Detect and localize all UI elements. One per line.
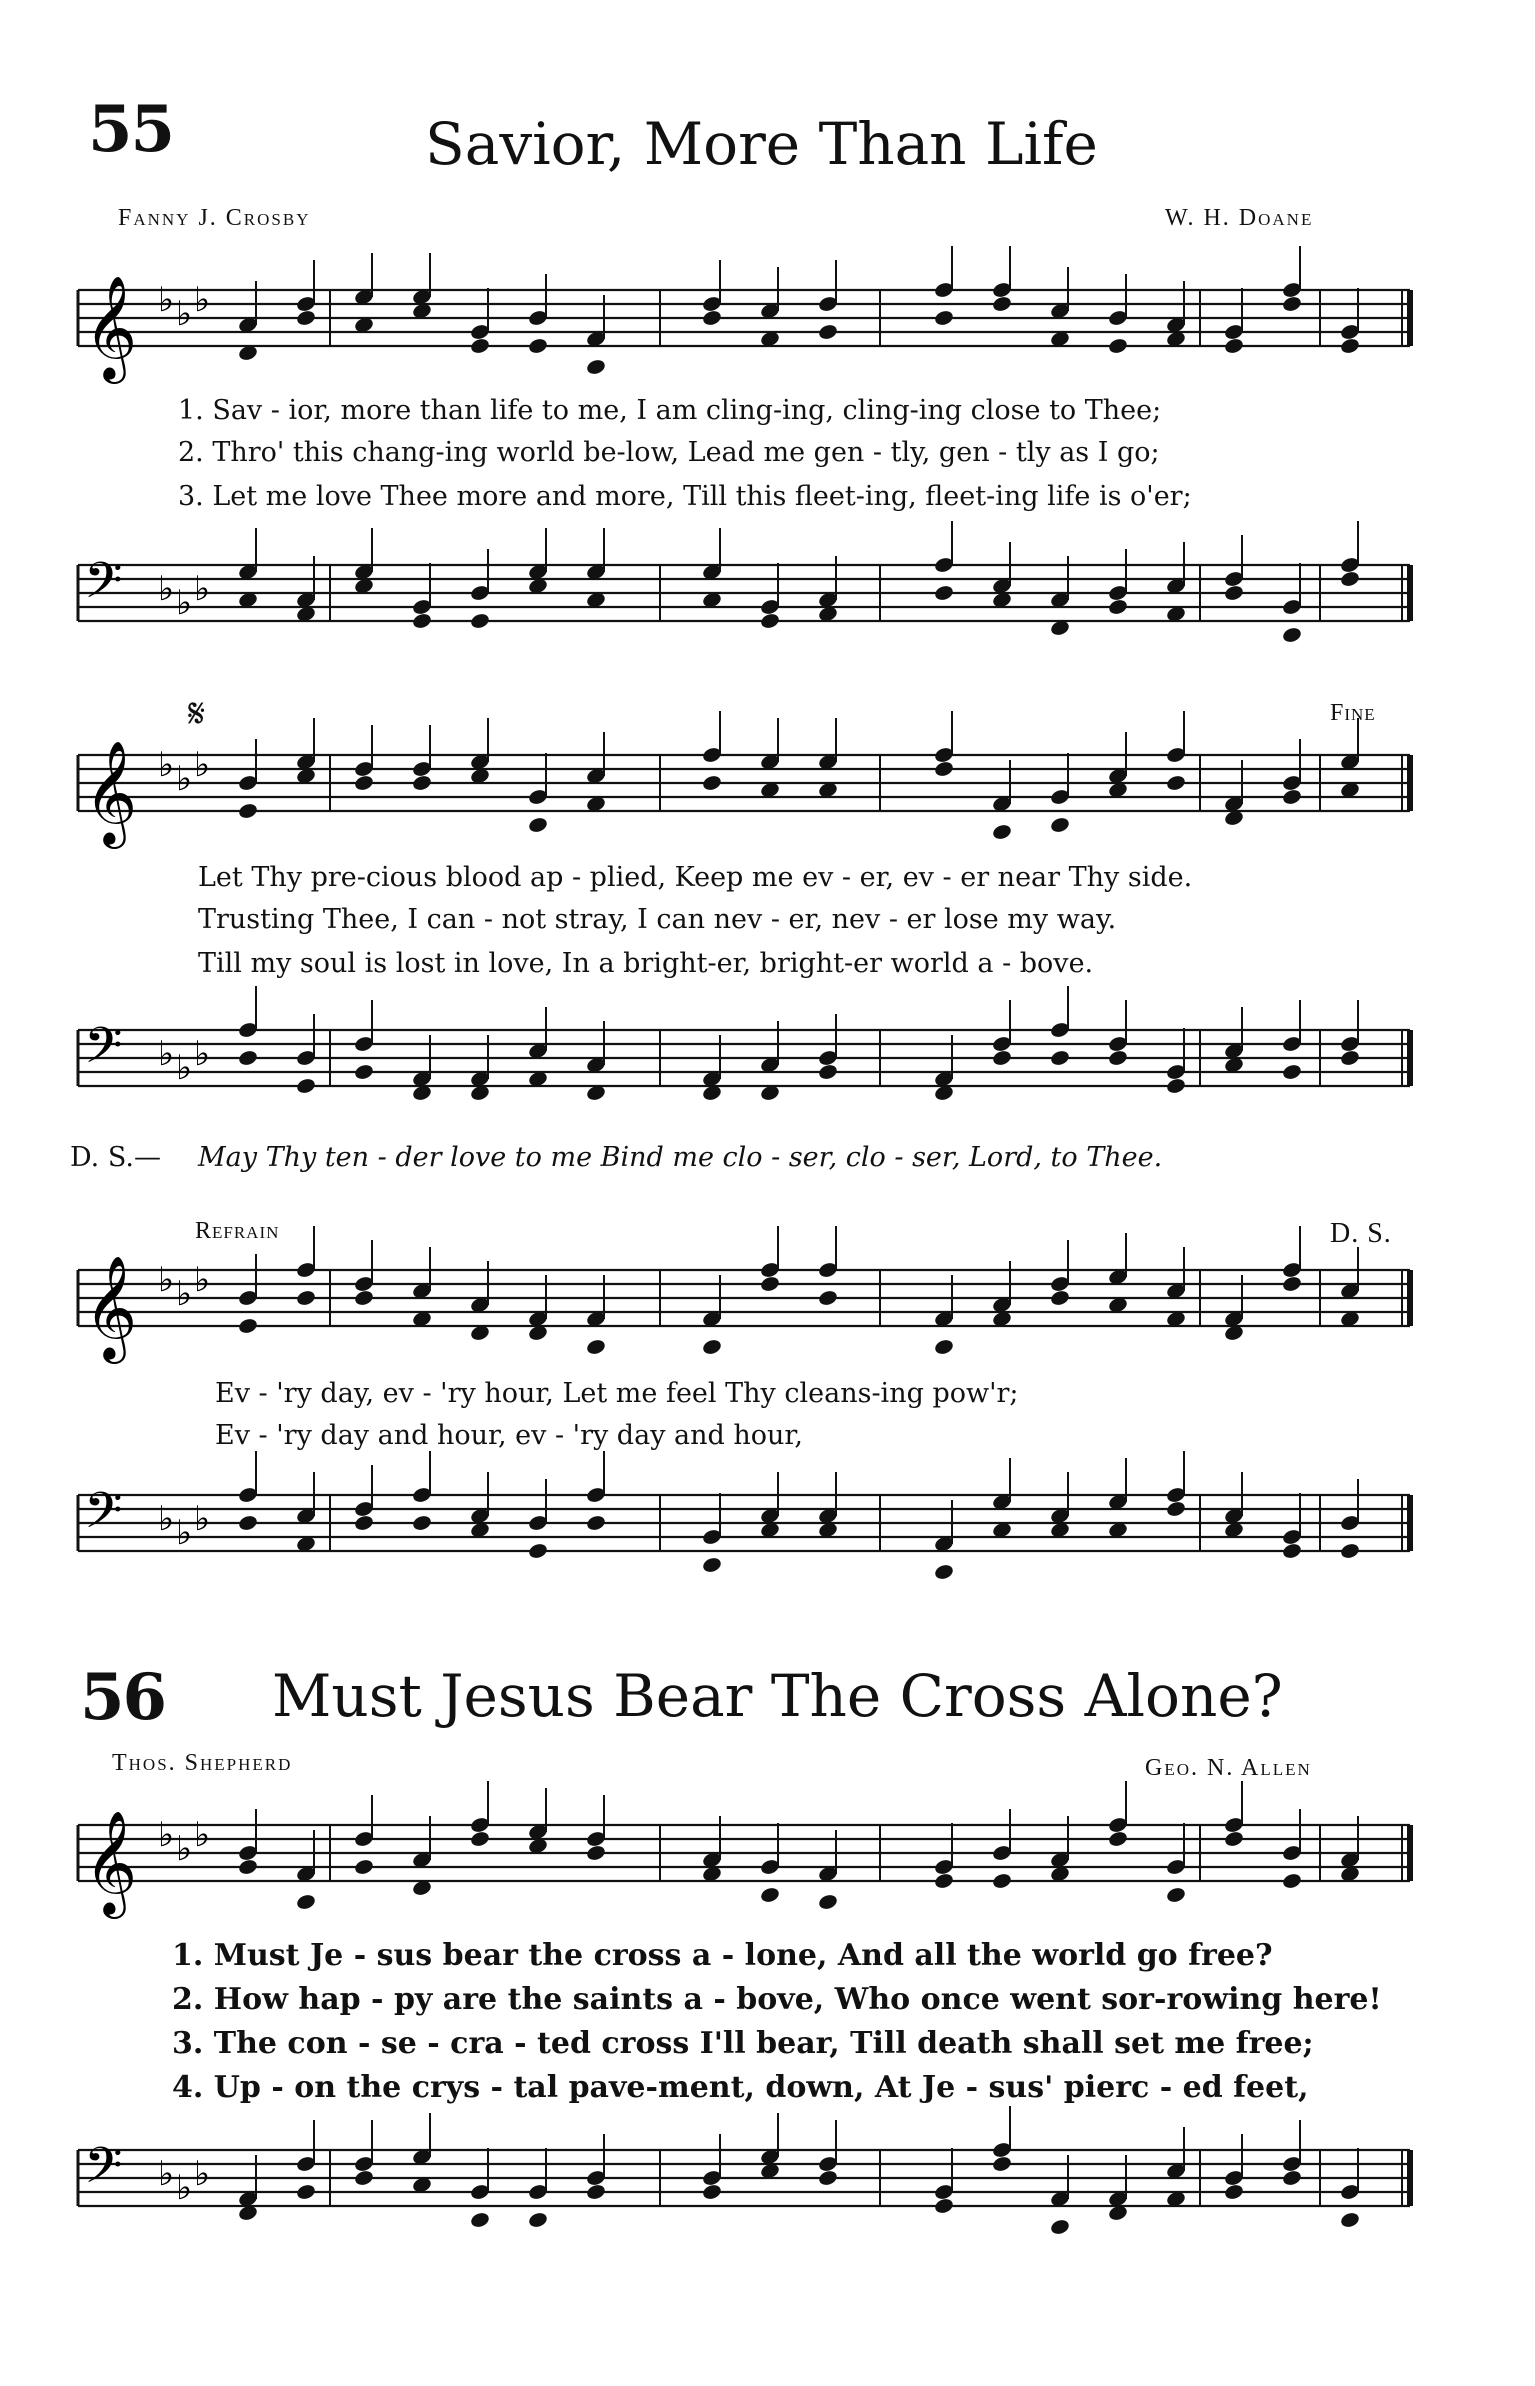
dal-segno-lyric-line: May Thy ten - der love to me Bind me clo - ser, clo - ser, Lord, to Thee. [198,1142,1163,1173]
note-head [759,1886,780,1904]
bass-clef-icon: 𝄢 [84,1482,123,1552]
note-head [295,1077,316,1095]
note-head [353,1514,374,1532]
note-head [1339,2211,1360,2229]
note-head [1223,584,1244,602]
note-head [1049,2218,1070,2236]
note-head [817,1289,838,1307]
segno-sign: 𝄋 [188,691,207,736]
flat-icon: ♭ [158,280,175,320]
note-head [295,1289,316,1307]
flat-icon: ♭ [194,1499,211,1539]
note-head [1223,2183,1244,2201]
treble-clef-icon: 𝄞 [84,1255,138,1360]
treble-staff [0,1250,1535,1360]
flat-icon: ♭ [176,583,193,623]
flat-icon: ♭ [176,2168,193,2208]
note-head [237,1317,258,1335]
note-head [469,612,490,630]
note-head [933,760,954,778]
note-head [585,2183,606,2201]
note-head [1281,295,1302,313]
note-head [353,774,374,792]
note-head [991,823,1012,841]
flat-icon: ♭ [158,1034,175,1074]
hymn-title: Savior, More Than Life [425,110,1098,178]
note-head [1281,2169,1302,2187]
bass-staff [0,545,1535,655]
note-head [527,816,548,834]
flat-icon: ♭ [176,1513,193,1553]
lyric-line-verse-1: Let Thy pre-cious blood ap - plied, Keep me ev - er, ev - er near Thy side. [198,862,1193,893]
note-head [1165,1500,1186,1518]
bass-clef-icon: 𝄢 [84,552,123,622]
note-head [353,1063,374,1081]
note-head [1165,774,1186,792]
note-head [585,1338,606,1356]
lyric-line-verse-4: 4. Up - on the crys - tal pave-ment, down, At Je - sus' pierc - ed feet, [172,2070,1309,2105]
note-head [759,612,780,630]
note-head [933,1872,954,1890]
note-head [991,1872,1012,1890]
treble-clef-icon: 𝄞 [84,740,138,845]
note-head [701,774,722,792]
note-head [991,2155,1012,2173]
flat-icon: ♭ [194,1815,211,1855]
dal-segno-marking: D. S. [1330,1218,1392,1249]
treble-staff [0,735,1535,845]
note-head [353,2169,374,2187]
treble-clef-icon: 𝄞 [84,275,138,380]
note-head [1165,1886,1186,1904]
flat-icon: ♭ [194,1034,211,1074]
note-head [1049,1049,1070,1067]
note-head [1281,626,1302,644]
bass-staff [0,2130,1535,2240]
flat-icon: ♭ [176,1274,193,1314]
note-head [1339,1049,1360,1067]
note-head [1339,337,1360,355]
flat-icon: ♭ [176,1829,193,1869]
note-head [1281,1275,1302,1293]
bass-staff [0,1010,1535,1120]
flat-icon: ♭ [176,294,193,334]
note-head [1107,337,1128,355]
note-head [933,1563,954,1581]
note-head [585,358,606,376]
bass-staff [0,1475,1535,1585]
note-head [1107,1049,1128,1067]
flat-icon: ♭ [158,569,175,609]
note-head [1281,1542,1302,1560]
note-head [817,1063,838,1081]
hymn-number: 56 [80,1660,166,1735]
note-head [817,323,838,341]
fine-marking: Fine [1330,700,1376,726]
note-head [527,1542,548,1560]
note-head [991,1049,1012,1067]
note-head [1165,1077,1186,1095]
note-head [933,309,954,327]
note-head [411,612,432,630]
note-head [1223,1830,1244,1848]
flat-icon: ♭ [194,1260,211,1300]
lyric-line-verse-2: 2. Thro' this chang-ing world be-low, Lead me gen - tly, gen - tly as I go; [178,437,1160,468]
flat-icon: ♭ [158,1499,175,1539]
treble-clef-icon: 𝄞 [84,1810,138,1915]
note-head [469,337,490,355]
note-head [469,2211,490,2229]
note-head [585,1514,606,1532]
lyric-line-verse-3: Till my soul is lost in love, In a bright-er, bright-er world a - bove. [198,948,1094,979]
composer-credit: W. H. Doane [1165,205,1314,231]
lyricist-credit: Fanny J. Crosby [118,205,311,231]
note-head [1223,337,1244,355]
lyric-line-refrain-1: Ev - 'ry day, ev - 'ry hour, Let me feel Thy cleans-ing pow'r; [215,1378,1019,1409]
lyric-line-verse-2: Trusting Thee, I can - not stray, I can nev - er, nev - er lose my way. [198,904,1117,935]
note-head [1049,1289,1070,1307]
note-head [237,1049,258,1067]
note-head [411,774,432,792]
flat-icon: ♭ [194,569,211,609]
note-head [1107,598,1128,616]
hymn-title: Must Jesus Bear The Cross Alone? [272,1662,1283,1730]
note-head [701,1556,722,1574]
composer-credit: Geo. N. Allen [1145,1755,1312,1781]
note-head [411,1514,432,1532]
flat-icon: ♭ [176,759,193,799]
note-head [237,1514,258,1532]
note-head [585,1844,606,1862]
lyric-line-verse-1: 1. Sav - ior, more than life to me, I am cling-ing, cling-ing close to Thee; [178,395,1162,426]
flat-icon: ♭ [194,2154,211,2194]
note-head [1339,570,1360,588]
flat-icon: ♭ [158,1260,175,1300]
note-head [817,1893,838,1911]
note-head [527,337,548,355]
note-head [701,309,722,327]
note-head [991,295,1012,313]
note-head [759,1275,780,1293]
bass-clef-icon: 𝄢 [84,1017,123,1087]
treble-staff [0,1805,1535,1915]
lyric-line-verse-2: 2. How hap - py are the saints a - bove, Who once went sor-rowing here! [172,1982,1382,2017]
note-head [701,2183,722,2201]
hymn-number: 55 [88,92,174,167]
lyric-line-verse-3: 3. Let me love Thee more and more, Till this fleet-ing, fleet-ing life is o'er; [178,481,1192,512]
flat-icon: ♭ [176,1048,193,1088]
note-head [817,2169,838,2187]
note-head [1281,788,1302,806]
lyric-line-verse-1: 1. Must Je - sus bear the cross a - lone, And all the world go free? [172,1938,1273,1973]
flat-icon: ♭ [158,2154,175,2194]
note-head [295,309,316,327]
lyricist-credit: Thos. Shepherd [112,1750,293,1776]
treble-staff [0,270,1535,380]
dal-segno-label: D. S.— [70,1142,161,1173]
note-head [353,1289,374,1307]
note-head [933,2197,954,2215]
note-head [1339,1542,1360,1560]
note-head [237,802,258,820]
flat-icon: ♭ [194,280,211,320]
lyric-line-verse-3: 3. The con - se - cra - ted cross I'll bear, Till death shall set me free; [172,2026,1314,2061]
note-head [469,1830,490,1848]
note-head [295,2183,316,2201]
note-head [933,1338,954,1356]
note-head [1281,1872,1302,1890]
note-head [237,1858,258,1876]
note-head [1281,1063,1302,1081]
flat-icon: ♭ [158,1815,175,1855]
note-head [701,1338,722,1356]
refrain-marking: Refrain [195,1218,280,1244]
note-head [353,1858,374,1876]
flat-icon: ♭ [158,745,175,785]
flat-icon: ♭ [194,745,211,785]
note-head [933,584,954,602]
note-head [1049,816,1070,834]
lyric-line-refrain-2: Ev - 'ry day and hour, ev - 'ry day and hour, [215,1420,803,1451]
note-head [295,1893,316,1911]
note-head [1107,1830,1128,1848]
note-head [527,2211,548,2229]
bass-clef-icon: 𝄢 [84,2137,123,2207]
